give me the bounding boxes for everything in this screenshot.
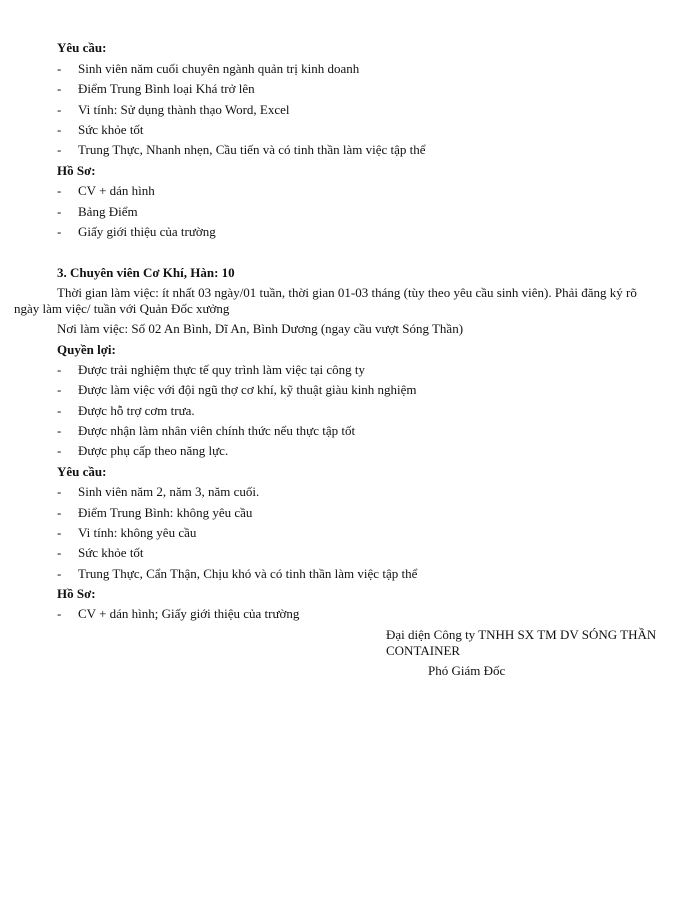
- bullet-dash: -: [57, 81, 62, 96]
- list-item: [57, 505, 252, 521]
- requirements-heading: Yêu cầu:: [57, 464, 107, 479]
- bullet-dash: -: [57, 382, 62, 397]
- bullet-dash: -: [57, 545, 62, 560]
- work-time-text-continued: ngày làm việc/ tuần với Quản Đốc xưởng: [14, 301, 230, 316]
- list-item-text: Giấy giới thiệu của trường: [78, 224, 216, 239]
- list-item: [57, 224, 216, 240]
- signature-company-continued: CONTAINER: [386, 643, 461, 658]
- list-item: [57, 142, 426, 158]
- list-item: [57, 606, 299, 622]
- list-item: [57, 362, 365, 378]
- list-item-text: Được phụ cấp theo năng lực.: [78, 443, 229, 458]
- bullet-dash: -: [57, 102, 62, 117]
- list-item: [57, 102, 290, 118]
- list-item-text: Được làm việc với đội ngũ thợ cơ khí, kỹ thuật giàu kinh nghiệm: [78, 382, 417, 397]
- benefits-heading: Quyền lợi:: [57, 342, 116, 357]
- workplace-text: Nơi làm việc: Số 02 An Bình, Dĩ An, Bình Dương (ngay cầu vượt Sóng Thần): [57, 321, 464, 336]
- signature-company: Đại diện Công ty TNHH SX TM DV SÓNG THẦN: [386, 627, 657, 642]
- list-item: [57, 183, 155, 199]
- bullet-dash: -: [57, 61, 62, 76]
- documents-heading: Hồ Sơ:: [57, 586, 96, 601]
- requirements-heading: Yêu cầu:: [57, 40, 107, 55]
- list-item-text: Sinh viên năm 2, năm 3, năm cuối.: [78, 484, 260, 499]
- list-item-text: Sinh viên năm cuối chuyên ngành quản trị kinh doanh: [78, 61, 360, 76]
- list-item: [57, 382, 417, 398]
- list-item: [57, 525, 196, 541]
- list-item: [57, 403, 195, 419]
- list-item-text: Sức khỏe tốt: [78, 545, 144, 560]
- list-item: [57, 423, 355, 439]
- list-item: [57, 566, 417, 582]
- list-item-text: CV + dán hình: [78, 183, 155, 198]
- list-item: [57, 484, 259, 500]
- bullet-dash: -: [57, 423, 62, 438]
- list-item-text: CV + dán hình; Giấy giới thiệu của trường: [78, 606, 300, 621]
- bullet-dash: -: [57, 443, 62, 458]
- bullet-dash: -: [57, 525, 62, 540]
- list-item: [57, 204, 138, 220]
- list-item-text: Được hỗ trợ cơm trưa.: [78, 403, 195, 418]
- work-time-text: Thời gian làm việc: ít nhất 03 ngày/01 tuần, thời gian 01-03 tháng (tùy theo yêu cầu sinh viên). Phải đăng ký rõ: [57, 285, 637, 300]
- bullet-dash: -: [57, 142, 62, 157]
- list-item-text: Vi tính: Sử dụng thành thạo Word, Excel: [78, 102, 290, 117]
- list-item-text: Trung Thực, Cẩn Thận, Chịu khó và có tinh thần làm việc tập thể: [78, 566, 418, 581]
- bullet-dash: -: [57, 606, 62, 621]
- bullet-dash: -: [57, 362, 62, 377]
- section-title: 3. Chuyên viên Cơ Khí, Hàn: 10: [57, 265, 235, 280]
- signature-title: Phó Giám Đốc: [428, 663, 506, 678]
- list-item-text: Vi tính: không yêu cầu: [78, 525, 197, 540]
- list-item: [57, 443, 228, 459]
- list-item-text: Được nhận làm nhân viên chính thức nếu thực tập tốt: [78, 423, 356, 438]
- list-item-text: Bảng Điểm: [78, 204, 138, 219]
- list-item: [57, 81, 255, 97]
- bullet-dash: -: [57, 122, 62, 137]
- list-item: [57, 122, 144, 138]
- bullet-dash: -: [57, 204, 62, 219]
- bullet-dash: -: [57, 224, 62, 239]
- documents-heading: Hồ Sơ:: [57, 163, 96, 178]
- list-item-text: Điểm Trung Bình loại Khá trở lên: [78, 81, 255, 96]
- bullet-dash: -: [57, 183, 62, 198]
- bullet-dash: -: [57, 403, 62, 418]
- list-item: [57, 545, 144, 561]
- list-item-text: Trung Thực, Nhanh nhẹn, Cầu tiến và có tinh thần làm việc tập thể: [78, 142, 426, 157]
- bullet-dash: -: [57, 566, 62, 581]
- list-item-text: Sức khỏe tốt: [78, 122, 144, 137]
- bullet-dash: -: [57, 484, 62, 499]
- list-item: [57, 61, 359, 77]
- list-item-text: Điểm Trung Bình: không yêu cầu: [78, 505, 253, 520]
- bullet-dash: -: [57, 505, 62, 520]
- list-item-text: Được trải nghiệm thực tế quy trình làm việc tại công ty: [78, 362, 366, 377]
